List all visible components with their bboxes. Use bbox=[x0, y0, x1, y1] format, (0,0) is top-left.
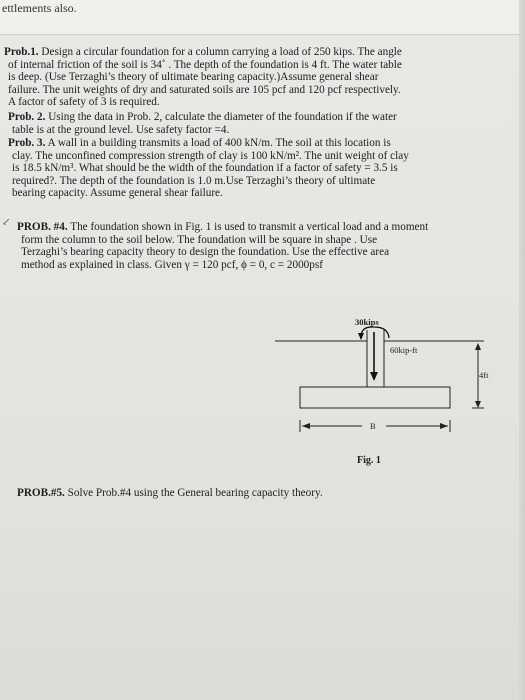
prob2-label: Prob. 2. bbox=[8, 111, 46, 123]
prob3-text: clay. The unconfined compression strength of clay is 100 kN/m². The unit weight of clay bbox=[12, 149, 409, 162]
prob1-text: is deep. (Use Terzaghi’s theory of ultimate bearing capacity.)Assume general shear bbox=[8, 71, 379, 84]
moment-arrow-icon bbox=[361, 327, 389, 339]
figure-caption: Fig. 1 bbox=[357, 455, 381, 466]
prob3-text: is 18.5 kN/m³. What should be the width of the foundation if a factor of safety = 3.5 is bbox=[12, 162, 398, 175]
arrow-mark-icon: ↙ bbox=[2, 217, 11, 228]
prob3-text: required?. The depth of the foundation is 1.0 m.Use Terzaghi’s theory of ultimate bbox=[12, 174, 376, 187]
moment-label: 60kip-ft bbox=[390, 345, 418, 355]
depth-label: 4ft bbox=[479, 370, 489, 380]
prob1-text: A factor of safety of 3 is required. bbox=[8, 96, 160, 109]
prob4-text: method as explained in class. Given γ = 120 pcf, ϕ = 0, c = 2000psf bbox=[21, 258, 323, 271]
load-label: 30kips bbox=[355, 317, 379, 327]
prob2-text: Using the data in Prob. 2, calculate the diameter of the foundation if the water bbox=[45, 111, 397, 123]
prob2-text: table is at the ground level. Use safety factor =4. bbox=[12, 123, 230, 136]
prob4-text: The foundation shown in Fig. 1 is used to transmit a vertical load and a moment bbox=[67, 221, 429, 233]
prob3-text: A wall in a building transmits a load of 400 kN/m. The soil at this location is bbox=[45, 137, 391, 149]
problem-5-text: Solve Prob.#4 using the General bearing capacity theory. bbox=[64, 487, 323, 499]
prob3-text: bearing capacity. Assume general shear failure. bbox=[12, 187, 223, 200]
prob1-text: failure. The unit weights of dry and saturated soils are 105 pcf and 120 pcf respectively. bbox=[8, 83, 401, 96]
width-label: B bbox=[370, 421, 376, 431]
prob4-label: PROB. #4. bbox=[17, 221, 68, 233]
prob4-text: form the column to the soil below. The foundation will be square in shape . Use bbox=[21, 233, 378, 246]
prob1-label: Prob.1. bbox=[4, 46, 39, 58]
prob1-text: Design a circular foundation for a column carrying a load of 250 kips. The angle bbox=[38, 46, 402, 58]
previous-page-text: ettlements also. bbox=[2, 1, 77, 15]
problem-5 bbox=[17, 487, 323, 500]
footing bbox=[300, 387, 450, 408]
problem-5-label: PROB.#5. bbox=[17, 487, 65, 499]
prob1-text: of internal friction of the soil is 34˚ . The depth of the foundation is 4 ft. The water table bbox=[8, 58, 402, 71]
prob3-label: Prob. 3. bbox=[8, 137, 46, 149]
prob4-text: Terzaghi’s bearing capacity theory to design the foundation. Use the effective area bbox=[21, 246, 390, 259]
